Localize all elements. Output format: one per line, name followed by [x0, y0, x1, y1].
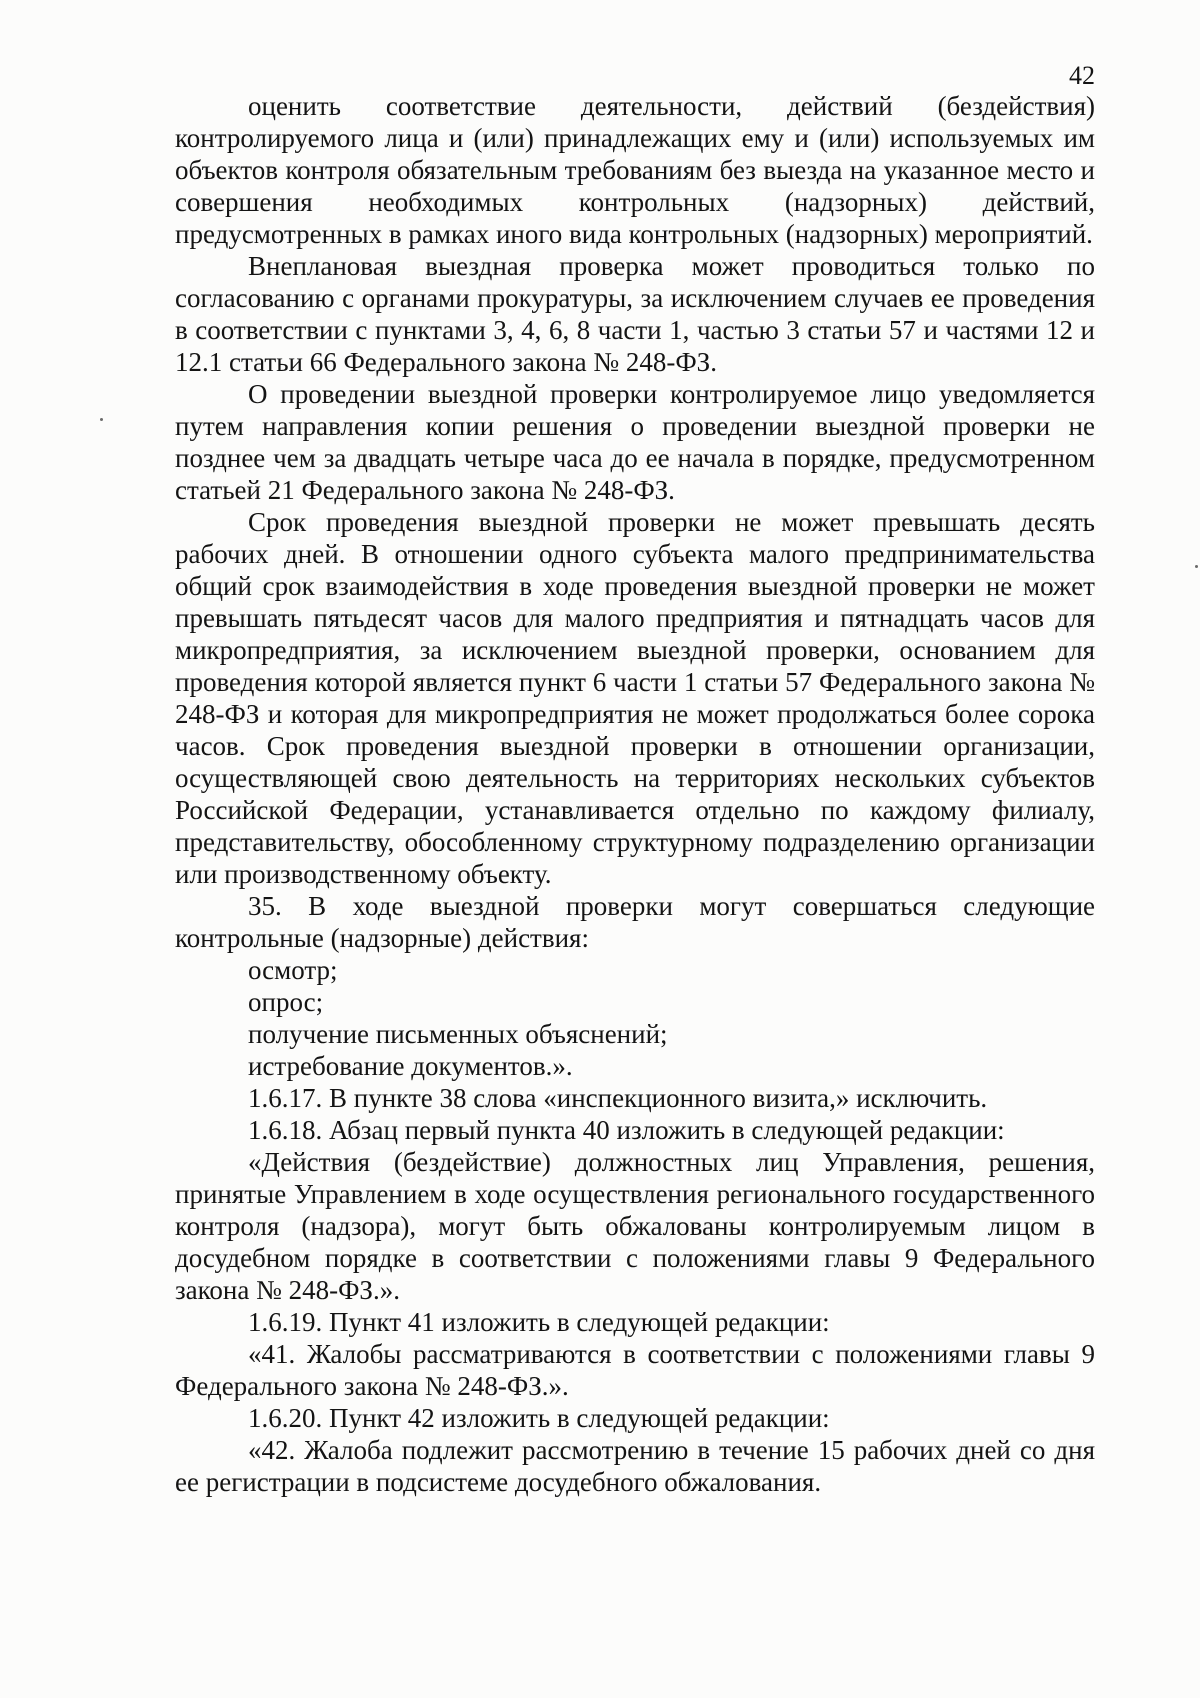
paragraph: 1.6.17. В пункте 38 слова «инспекционного визита,» исключить.: [248, 1083, 988, 1113]
paragraph: 35. В ходе выездной проверки могут совершаться следующие контрольные (надзорные) действия:: [175, 891, 1095, 953]
paragraph: «41. Жалобы рассматриваются в соответствии с положениями главы 9 Федерального закона № 248-ФЗ.».: [175, 1339, 1095, 1401]
list-item: опрос;: [248, 987, 324, 1017]
page-number: 42: [1069, 61, 1095, 90]
list-item: истребование документов.».: [248, 1051, 573, 1081]
paragraph: Срок проведения выездной проверки не может превышать десять рабочих дней. В отношении одного субъекта малого предпринимательства общий срок взаимодействия в ходе проведения выездной проверки не может превышать пятьдесят часов для малого предприятия и пятнадцать часов для микропредприятия, за исключением выездной проверки, основанием для проведения которой является пункт 6 части 1 статьи 57 Федерального закона № 248-ФЗ и которая для микропредприятия не может продолжаться более сорока часов. Срок проведения выездной проверки в отношении организации, осуществляющей свою деятельность на территориях нескольких субъектов Российской Федерации, устанавливается отдельно по каждому филиалу, представительству, обособленному структурному подразделению организации или производственному объекту.: [175, 507, 1095, 889]
paragraph: 1.6.18. Абзац первый пункта 40 изложить в следующей редакции:: [248, 1115, 1005, 1145]
paragraph: 1.6.20. Пункт 42 изложить в следующей редакции:: [248, 1403, 830, 1433]
list-item: получение письменных объяснений;: [248, 1019, 668, 1049]
list-item: осмотр;: [248, 955, 338, 985]
document-body: [175, 90, 1095, 1498]
scan-speck: [1195, 565, 1198, 568]
paragraph: 1.6.19. Пункт 41 изложить в следующей редакции:: [248, 1307, 830, 1337]
paragraph: «Действия (бездействие) должностных лиц Управления, решения, принятые Управлением в ходе осуществления регионального государственного контроля (надзора), могут быть обжалованы контролируемым лицом в досудебном порядке в соответствии с положениями главы 9 Федерального закона № 248-ФЗ.».: [175, 1147, 1095, 1305]
paragraph: О проведении выездной проверки контролируемое лицо уведомляется путем направления копии решения о проведении выездной проверки не позднее чем за двадцать четыре часа до ее начала в порядке, предусмотренном статьей 21 Федерального закона № 248-ФЗ.: [175, 379, 1095, 505]
scan-speck: [100, 418, 103, 421]
paragraph: «42. Жалоба подлежит рассмотрению в течение 15 рабочих дней со дня ее регистрации в подсистеме досудебного обжалования.: [175, 1435, 1095, 1497]
paragraph: Внеплановая выездная проверка может проводиться только по согласованию с органами прокуратуры, за исключением случаев ее проведения в соответствии с пунктами 3, 4, 6, 8 части 1, частью 3 статьи 57 и частями 12 и 12.1 статьи 66 Федерального закона № 248-ФЗ.: [175, 251, 1095, 377]
paragraph: оценить соответствие деятельности, действий (бездействия) контролируемого лица и (или) принадлежащих ему и (или) используемых им объектов контроля обязательным требованиям без выезда на указанное место и совершения необходимых контрольных (надзорных) действий, предусмотренных в рамках иного вида контрольных (надзорных) мероприятий.: [175, 91, 1095, 249]
